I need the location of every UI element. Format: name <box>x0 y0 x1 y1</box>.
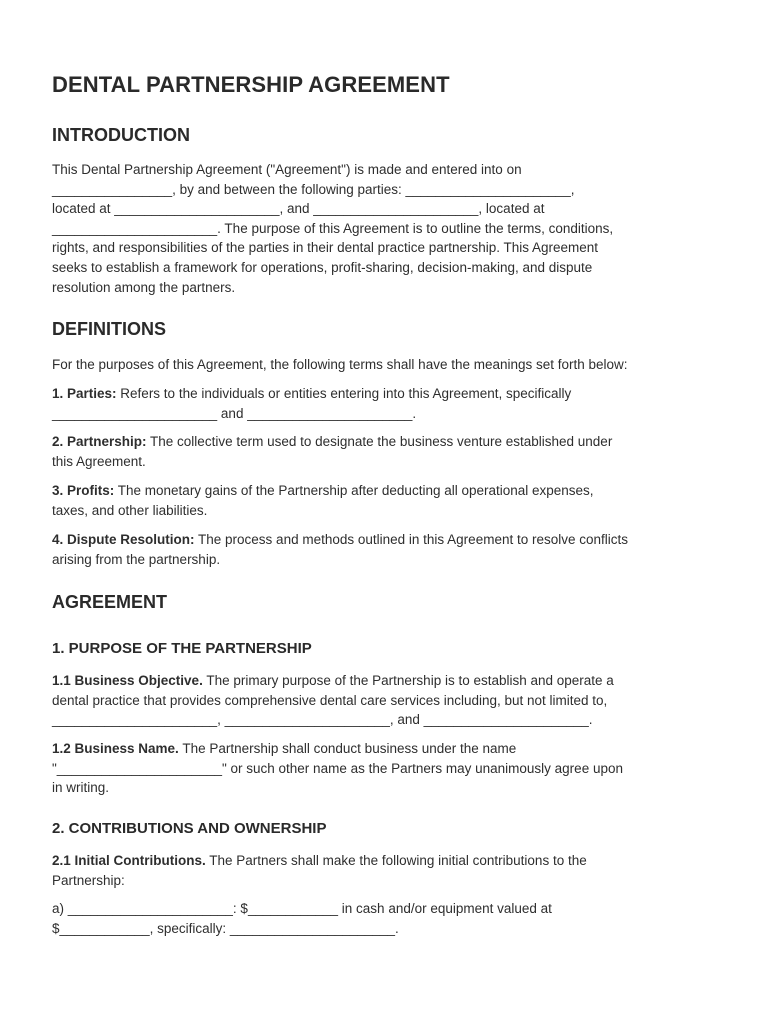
text-line: ______________________, ______________________, and ______________________. <box>52 712 593 728</box>
clause-term: 1.1 Business Objective. <box>52 673 203 688</box>
text-line <box>52 384 724 404</box>
definitions-intro <box>52 355 724 375</box>
definition-text: The process and methods outlined in this Agreement to resolve conflicts <box>194 532 629 547</box>
definition-item <box>52 384 724 423</box>
text-line <box>52 739 724 759</box>
text-line: dental practice that provides comprehensive dental care services including, but not limited to, <box>52 692 608 708</box>
clause-text: The primary purpose of the Partnership is to establish and operate a <box>202 673 614 688</box>
definition-term: 3. Profits: <box>52 483 115 498</box>
introduction-heading: INTRODUCTION <box>52 125 190 145</box>
text-line <box>52 481 724 501</box>
text-line <box>52 432 724 452</box>
definition-term: 4. Dispute Resolution: <box>52 532 195 547</box>
text-line: located at ______________________, and ______________________, located at <box>52 201 545 217</box>
clause-text: The Partnership shall conduct business under the name <box>178 741 517 756</box>
definitions-heading: DEFINITIONS <box>52 319 167 339</box>
text-line: This Dental Partnership Agreement ("Agreement") is made and entered into on <box>52 162 522 177</box>
text-line: ________________, by and between the following parties: ______________________, <box>52 181 575 197</box>
definition-term: 2. Partnership: <box>52 434 147 449</box>
definition-text: Refers to the individuals or entities entering into this Agreement, specifically <box>116 386 572 401</box>
text-line <box>52 530 724 550</box>
definition-term: 1. Parties: <box>52 386 117 401</box>
text-line: arising from the partnership. <box>52 551 221 567</box>
definition-item <box>52 481 724 520</box>
agreement-heading: AGREEMENT <box>52 592 168 612</box>
text-line <box>52 851 724 871</box>
clause-1-1 <box>52 671 724 730</box>
introduction-paragraph <box>52 160 724 297</box>
definition-text: The monetary gains of the Partnership after deducting all operational expenses, <box>114 483 594 498</box>
section-1-heading: 1. PURPOSE OF THE PARTNERSHIP <box>52 640 312 657</box>
text-line: in writing. <box>52 780 110 796</box>
clause-text: The Partners shall make the following initial contributions to the <box>205 853 587 868</box>
clause-term: 1.2 Business Name. <box>52 741 179 756</box>
text-line: ______________________ and ______________________. <box>52 405 417 421</box>
clause-1-2 <box>52 739 724 798</box>
text-line: "______________________" or such other name as the Partners may unanimously agree upon <box>52 760 623 776</box>
text-line: rights, and responsibilities of the parties in their dental practice partnership. This Agreement <box>52 240 599 256</box>
text-line: ______________________. The purpose of this Agreement is to outline the terms, conditions, <box>52 220 614 236</box>
document-title: DENTAL PARTNERSHIP AGREEMENT <box>52 72 450 97</box>
contribution-item-a <box>52 899 724 938</box>
text-line: taxes, and other liabilities. <box>52 502 208 518</box>
text-line: this Agreement. <box>52 453 146 469</box>
section-2-heading: 2. CONTRIBUTIONS AND OWNERSHIP <box>52 820 327 837</box>
text-line: $____________, specifically: ______________________. <box>52 920 399 936</box>
text-line: For the purposes of this Agreement, the following terms shall have the meanings set forth below: <box>52 357 628 372</box>
text-line: resolution among the partners. <box>52 279 236 295</box>
definition-item <box>52 432 724 471</box>
clause-2-1 <box>52 851 724 890</box>
text-line: Partnership: <box>52 872 125 888</box>
definition-text: The collective term used to designate the business venture established under <box>146 434 613 449</box>
text-line: seeks to establish a framework for operations, profit-sharing, decision-making, and dispute <box>52 259 593 275</box>
text-line <box>52 671 724 691</box>
text-line: a) ______________________: $____________ in cash and/or equipment valued at <box>52 901 552 916</box>
definition-item <box>52 530 724 569</box>
clause-term: 2.1 Initial Contributions. <box>52 853 206 868</box>
